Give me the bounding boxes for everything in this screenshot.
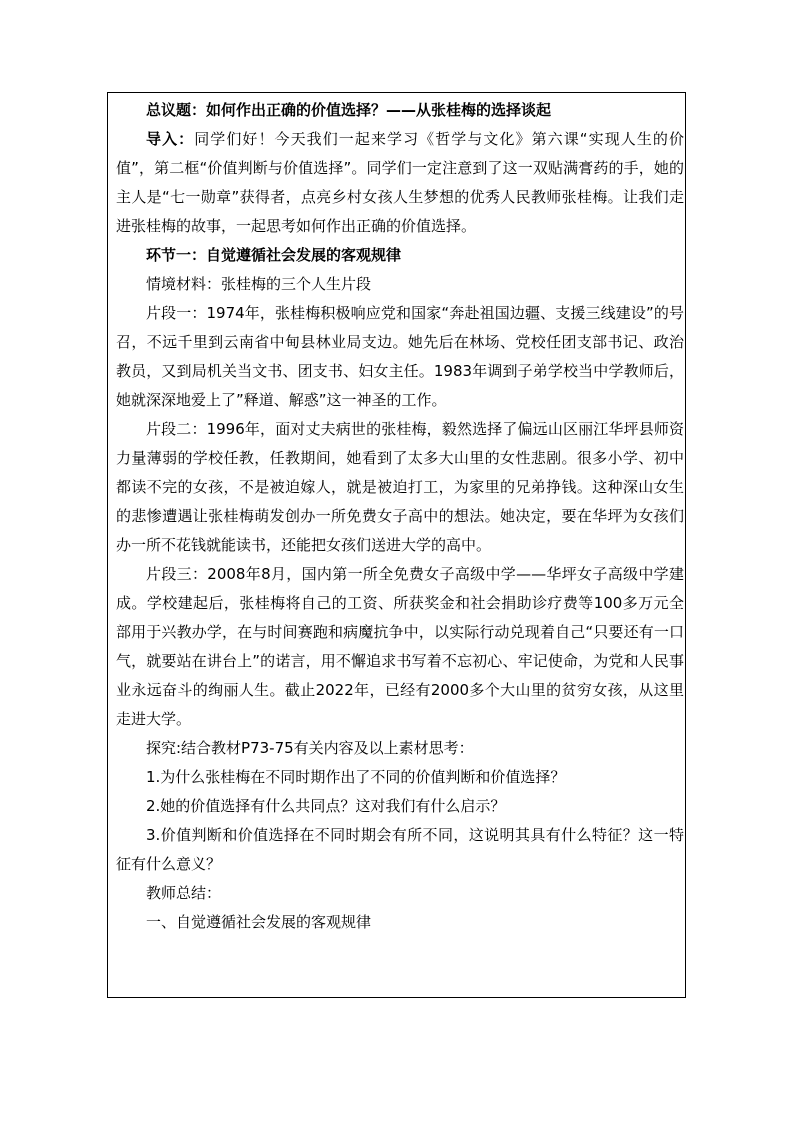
lesson-content xyxy=(116,96,684,937)
intro-label: 导入： xyxy=(146,130,195,148)
intro-text: 同学们好！今天我们一起来学习《哲学与文化》第六课“实现人生的价值”，第二框“价值判断与价值选择”。同学们一定注意到了这一双贴满膏药的手，她的主人是“七一勋章”获得者，点亮乡村女孩人生梦想的优秀人民教师张桂梅。让我们走进张桂梅的故事，一起思考如何作出正确的价值选择。 xyxy=(116,130,684,235)
intro-paragraph xyxy=(116,125,684,241)
segment-2: 片段二：1996年，面对丈夫病世的张桂梅，毅然选择了偏远山区丽江华坪县师资力量薄弱的学校任教，任教期间，她看到了太多大山里的女性悲剧。很多小学、初中都读不完的女孩，不是被迫嫁人，就是被迫打工，为家里的兄弟挣钱。这种深山女生的悲惨遭遇让张桂梅萌发创办一所免费女子高中的想法。她决定，要在华坪为女孩们办一所不花钱就能读书，还能把女孩们送进大学的高中。 xyxy=(116,420,684,554)
section1-heading: 环节一：自觉遵循社会发展的客观规律 xyxy=(146,246,402,264)
question-2: 2.她的价值选择有什么共同点？这对我们有什么启示？ xyxy=(146,797,506,815)
segment-1: 片段一：1974年，张桂梅积极响应党和国家“奔赴祖国边疆、支援三线建设”的号召，不远千里到云南省中甸县林业局支边。她先后在林场、党校任团支部书记、政治教员，又到局机关当文书、团支书、妇女主任。1983年调到子弟学校当中学教师后，她就深深地爱上了”释道、解惑”这一神圣的工作。 xyxy=(116,304,684,409)
explore-prompt: 探究:结合教材P73-75有关内容及以上素材思考： xyxy=(146,739,474,757)
lesson-title: 总议题：如何作出正确的价值选择？——从张桂梅的选择谈起 xyxy=(146,101,552,119)
summary-point-1: 一、自觉遵循社会发展的客观规律 xyxy=(146,913,372,931)
segment-3: 片段三：2008年8月，国内第一所全免费女子高级中学——华坪女子高级中学建成。学校建起后，张桂梅将自己的工资、所获奖金和社会捐助诊疗费等100多万元全部用于兴教办学，在与时间赛跑和病魔抗争中，以实际行动兑现着自己“只要还有一口气，就要站在讲台上”的诺言，用不懈追求书写着不忘初心、牢记使命，为党和人民事业永远奋斗的绚丽人生。截止2022年，已经有2000多个大山里的贫穷女孩，从这里走进大学。 xyxy=(116,565,684,728)
question-1: 1.为什么张桂梅在不同时期作出了不同的价值判断和价值选择？ xyxy=(146,768,566,786)
question-3: 3.价值判断和价值选择在不同时期会有所不同，这说明其具有什么特征？这一特征有什么意义？ xyxy=(116,826,684,873)
teacher-summary-label: 教师总结： xyxy=(146,884,222,902)
material-title: 情境材料：张桂梅的三个人生片段 xyxy=(146,275,372,293)
